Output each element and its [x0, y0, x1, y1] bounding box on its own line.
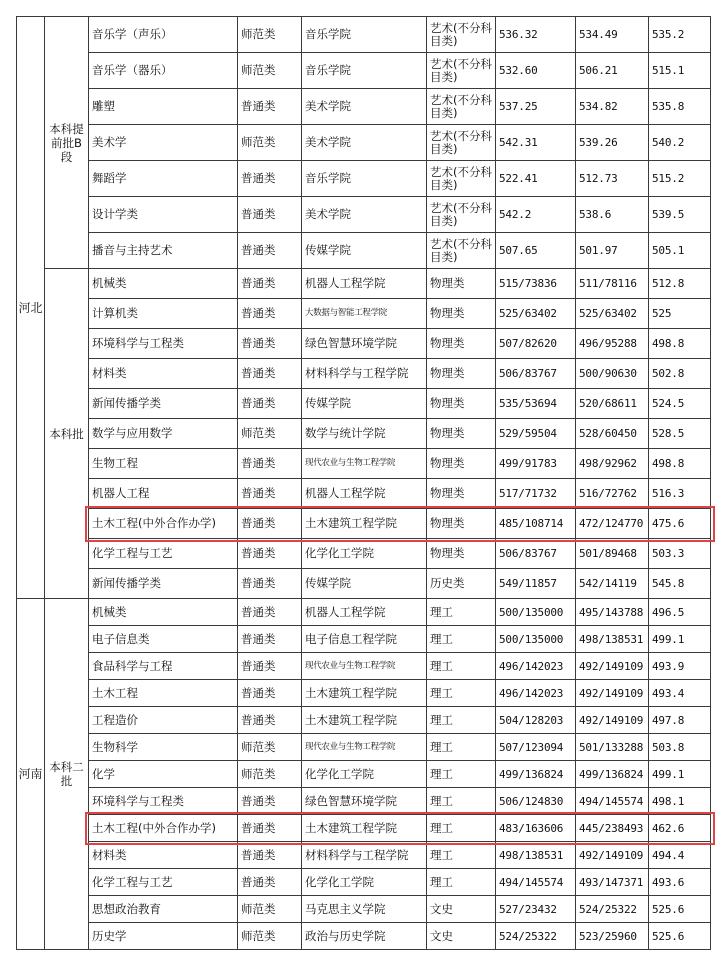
subject-type-cell: 物理类 — [427, 539, 496, 569]
college-cell: 美术学院 — [302, 89, 427, 125]
major-cell: 音乐学（器乐） — [89, 53, 238, 89]
min-score-cell: 524/25322 — [576, 896, 649, 923]
category-cell: 师范类 — [238, 125, 302, 161]
major-cell: 雕塑 — [89, 89, 238, 125]
major-cell: 环境科学与工程类 — [89, 788, 238, 815]
table-row — [17, 869, 711, 896]
avg-score-cell: 525 — [649, 299, 711, 329]
max-score-cell: 499/136824 — [496, 761, 576, 788]
max-score-cell: 506/83767 — [496, 359, 576, 389]
subject-type-cell: 理工 — [427, 707, 496, 734]
admission-score-sheet — [16, 16, 710, 950]
subject-type-cell: 物理类 — [427, 389, 496, 419]
table-row — [17, 653, 711, 680]
category-cell: 普通类 — [238, 329, 302, 359]
subject-type-cell: 艺术(不分科目类) — [427, 125, 496, 161]
table-row — [17, 197, 711, 233]
table-row — [17, 539, 711, 569]
subject-type-cell: 文史 — [427, 896, 496, 923]
min-score-cell: 512.73 — [576, 161, 649, 197]
subject-type-cell: 物理类 — [427, 359, 496, 389]
avg-score-cell: 496.5 — [649, 599, 711, 626]
min-score-cell: 493/147371 — [576, 869, 649, 896]
major-cell: 设计学类 — [89, 197, 238, 233]
major-cell: 电子信息类 — [89, 626, 238, 653]
avg-score-cell: 512.8 — [649, 269, 711, 299]
avg-score-cell: 528.5 — [649, 419, 711, 449]
min-score-cell: 492/149109 — [576, 680, 649, 707]
min-score-cell: 542/14119 — [576, 569, 649, 599]
max-score-cell: 507/82620 — [496, 329, 576, 359]
college-cell: 美术学院 — [302, 125, 427, 161]
min-score-cell: 501/89468 — [576, 539, 649, 569]
college-cell: 传媒学院 — [302, 233, 427, 269]
category-cell: 普通类 — [238, 653, 302, 680]
college-cell: 音乐学院 — [302, 17, 427, 53]
avg-score-cell: 498.1 — [649, 788, 711, 815]
max-score-cell: 549/11857 — [496, 569, 576, 599]
category-cell: 普通类 — [238, 539, 302, 569]
category-cell: 普通类 — [238, 479, 302, 509]
college-cell: 现代农业与生物工程学院 — [302, 734, 427, 761]
category-cell: 普通类 — [238, 509, 302, 539]
major-cell: 机械类 — [89, 599, 238, 626]
avg-score-cell: 502.8 — [649, 359, 711, 389]
avg-score-cell: 540.2 — [649, 125, 711, 161]
college-cell: 土木建筑工程学院 — [302, 707, 427, 734]
table-row — [17, 599, 711, 626]
avg-score-cell: 499.1 — [649, 626, 711, 653]
table-row — [17, 788, 711, 815]
max-score-cell: 524/25322 — [496, 923, 576, 950]
major-cell: 材料类 — [89, 842, 238, 869]
min-score-cell: 500/90630 — [576, 359, 649, 389]
major-cell: 化学工程与工艺 — [89, 539, 238, 569]
major-cell: 新闻传播学类 — [89, 569, 238, 599]
major-cell: 土木工程(中外合作办学) — [89, 509, 238, 539]
province-cell: 河南 — [17, 599, 45, 950]
min-score-cell: 511/78116 — [576, 269, 649, 299]
table-row — [17, 680, 711, 707]
min-score-cell: 495/143788 — [576, 599, 649, 626]
avg-score-cell: 497.8 — [649, 707, 711, 734]
min-score-cell: 499/136824 — [576, 761, 649, 788]
category-cell: 普通类 — [238, 389, 302, 419]
category-cell: 普通类 — [238, 599, 302, 626]
avg-score-cell: 525.6 — [649, 923, 711, 950]
category-cell: 普通类 — [238, 89, 302, 125]
avg-score-cell: 535.2 — [649, 17, 711, 53]
subject-type-cell: 物理类 — [427, 479, 496, 509]
college-cell: 材料科学与工程学院 — [302, 359, 427, 389]
min-score-cell: 492/149109 — [576, 653, 649, 680]
major-cell: 新闻传播学类 — [89, 389, 238, 419]
min-score-cell: 534.82 — [576, 89, 649, 125]
avg-score-cell: 515.1 — [649, 53, 711, 89]
category-cell: 普通类 — [238, 842, 302, 869]
college-cell: 音乐学院 — [302, 53, 427, 89]
subject-type-cell: 理工 — [427, 599, 496, 626]
college-cell: 化学化工学院 — [302, 539, 427, 569]
major-cell: 化学工程与工艺 — [89, 869, 238, 896]
table-row — [17, 707, 711, 734]
max-score-cell: 532.60 — [496, 53, 576, 89]
min-score-cell: 494/145574 — [576, 788, 649, 815]
table-row — [17, 389, 711, 419]
table-row — [17, 233, 711, 269]
category-cell: 师范类 — [238, 419, 302, 449]
category-cell: 普通类 — [238, 161, 302, 197]
batch-cell: 本科提前批B段 — [45, 17, 89, 269]
college-cell: 机器人工程学院 — [302, 479, 427, 509]
max-score-cell: 499/91783 — [496, 449, 576, 479]
subject-type-cell: 物理类 — [427, 299, 496, 329]
avg-score-cell: 499.1 — [649, 761, 711, 788]
avg-score-cell: 545.8 — [649, 569, 711, 599]
avg-score-cell: 505.1 — [649, 233, 711, 269]
avg-score-cell: 535.8 — [649, 89, 711, 125]
major-cell: 播音与主持艺术 — [89, 233, 238, 269]
major-cell: 数学与应用数学 — [89, 419, 238, 449]
avg-score-cell: 516.3 — [649, 479, 711, 509]
major-cell: 计算机类 — [89, 299, 238, 329]
college-cell: 马克思主义学院 — [302, 896, 427, 923]
avg-score-cell: 493.4 — [649, 680, 711, 707]
avg-score-cell: 515.2 — [649, 161, 711, 197]
max-score-cell: 529/59504 — [496, 419, 576, 449]
college-cell: 土木建筑工程学院 — [302, 815, 427, 842]
batch-cell: 本科二批 — [45, 599, 89, 950]
college-cell: 化学化工学院 — [302, 869, 427, 896]
subject-type-cell: 理工 — [427, 653, 496, 680]
avg-score-cell: 498.8 — [649, 329, 711, 359]
table-row — [17, 626, 711, 653]
min-score-cell: 472/124770 — [576, 509, 649, 539]
category-cell: 普通类 — [238, 869, 302, 896]
subject-type-cell: 理工 — [427, 842, 496, 869]
min-score-cell: 445/238493 — [576, 815, 649, 842]
max-score-cell: 542.31 — [496, 125, 576, 161]
college-cell: 传媒学院 — [302, 389, 427, 419]
college-cell: 传媒学院 — [302, 569, 427, 599]
admission-score-table — [16, 16, 711, 950]
category-cell: 普通类 — [238, 269, 302, 299]
max-score-cell: 536.32 — [496, 17, 576, 53]
batch-cell: 本科批 — [45, 269, 89, 599]
max-score-cell: 506/124830 — [496, 788, 576, 815]
min-score-cell: 516/72762 — [576, 479, 649, 509]
subject-type-cell: 物理类 — [427, 509, 496, 539]
min-score-cell: 520/68611 — [576, 389, 649, 419]
min-score-cell: 501.97 — [576, 233, 649, 269]
subject-type-cell: 艺术(不分科目类) — [427, 89, 496, 125]
max-score-cell: 485/108714 — [496, 509, 576, 539]
college-cell: 政治与历史学院 — [302, 923, 427, 950]
subject-type-cell: 物理类 — [427, 419, 496, 449]
college-cell: 美术学院 — [302, 197, 427, 233]
min-score-cell: 498/138531 — [576, 626, 649, 653]
subject-type-cell: 物理类 — [427, 449, 496, 479]
category-cell: 师范类 — [238, 923, 302, 950]
min-score-cell: 496/95288 — [576, 329, 649, 359]
major-cell: 舞蹈学 — [89, 161, 238, 197]
major-cell: 化学 — [89, 761, 238, 788]
subject-type-cell: 历史类 — [427, 569, 496, 599]
table-row — [17, 923, 711, 950]
max-score-cell: 498/138531 — [496, 842, 576, 869]
table-row — [17, 329, 711, 359]
table-row — [17, 896, 711, 923]
category-cell: 师范类 — [238, 761, 302, 788]
avg-score-cell: 524.5 — [649, 389, 711, 419]
max-score-cell: 535/53694 — [496, 389, 576, 419]
major-cell: 生物工程 — [89, 449, 238, 479]
subject-type-cell: 艺术(不分科目类) — [427, 17, 496, 53]
max-score-cell: 507.65 — [496, 233, 576, 269]
table-row — [17, 125, 711, 161]
category-cell: 普通类 — [238, 707, 302, 734]
min-score-cell: 525/63402 — [576, 299, 649, 329]
table-row — [17, 89, 711, 125]
avg-score-cell: 462.6 — [649, 815, 711, 842]
college-cell: 现代农业与生物工程学院 — [302, 449, 427, 479]
max-score-cell: 507/123094 — [496, 734, 576, 761]
major-cell: 土木工程(中外合作办学) — [89, 815, 238, 842]
avg-score-cell: 498.8 — [649, 449, 711, 479]
table-row — [17, 269, 711, 299]
subject-type-cell: 艺术(不分科目类) — [427, 53, 496, 89]
category-cell: 普通类 — [238, 197, 302, 233]
min-score-cell: 498/92962 — [576, 449, 649, 479]
category-cell: 师范类 — [238, 734, 302, 761]
table-row — [17, 842, 711, 869]
table-row — [17, 17, 711, 53]
major-cell: 机械类 — [89, 269, 238, 299]
subject-type-cell: 理工 — [427, 815, 496, 842]
subject-type-cell: 文史 — [427, 923, 496, 950]
max-score-cell: 500/135000 — [496, 599, 576, 626]
category-cell: 普通类 — [238, 569, 302, 599]
avg-score-cell: 493.6 — [649, 869, 711, 896]
table-row — [17, 299, 711, 329]
max-score-cell: 506/83767 — [496, 539, 576, 569]
category-cell: 普通类 — [238, 233, 302, 269]
max-score-cell: 483/163606 — [496, 815, 576, 842]
college-cell: 土木建筑工程学院 — [302, 509, 427, 539]
subject-type-cell: 理工 — [427, 869, 496, 896]
avg-score-cell: 503.8 — [649, 734, 711, 761]
college-cell: 绿色智慧环境学院 — [302, 329, 427, 359]
min-score-cell: 539.26 — [576, 125, 649, 161]
min-score-cell: 523/25960 — [576, 923, 649, 950]
category-cell: 普通类 — [238, 449, 302, 479]
college-cell: 电子信息工程学院 — [302, 626, 427, 653]
province-cell: 河北 — [17, 17, 45, 599]
subject-type-cell: 理工 — [427, 626, 496, 653]
category-cell: 师范类 — [238, 896, 302, 923]
major-cell: 生物科学 — [89, 734, 238, 761]
table-row — [17, 479, 711, 509]
college-cell: 数学与统计学院 — [302, 419, 427, 449]
college-cell: 绿色智慧环境学院 — [302, 788, 427, 815]
major-cell: 工程造价 — [89, 707, 238, 734]
max-score-cell: 525/63402 — [496, 299, 576, 329]
max-score-cell: 500/135000 — [496, 626, 576, 653]
subject-type-cell: 物理类 — [427, 329, 496, 359]
max-score-cell: 515/73836 — [496, 269, 576, 299]
max-score-cell: 496/142023 — [496, 680, 576, 707]
table-row — [17, 734, 711, 761]
college-cell: 现代农业与生物工程学院 — [302, 653, 427, 680]
min-score-cell: 528/60450 — [576, 419, 649, 449]
major-cell: 思想政治教育 — [89, 896, 238, 923]
max-score-cell: 542.2 — [496, 197, 576, 233]
subject-type-cell: 艺术(不分科目类) — [427, 161, 496, 197]
avg-score-cell: 493.9 — [649, 653, 711, 680]
subject-type-cell: 理工 — [427, 761, 496, 788]
table-row — [17, 161, 711, 197]
max-score-cell: 494/145574 — [496, 869, 576, 896]
category-cell: 普通类 — [238, 788, 302, 815]
major-cell: 美术学 — [89, 125, 238, 161]
min-score-cell: 506.21 — [576, 53, 649, 89]
major-cell: 环境科学与工程类 — [89, 329, 238, 359]
college-cell: 化学化工学院 — [302, 761, 427, 788]
max-score-cell: 496/142023 — [496, 653, 576, 680]
category-cell: 师范类 — [238, 53, 302, 89]
college-cell: 音乐学院 — [302, 161, 427, 197]
category-cell: 普通类 — [238, 815, 302, 842]
subject-type-cell: 物理类 — [427, 269, 496, 299]
subject-type-cell: 艺术(不分科目类) — [427, 233, 496, 269]
max-score-cell: 504/128203 — [496, 707, 576, 734]
table-row — [17, 815, 711, 842]
subject-type-cell: 理工 — [427, 734, 496, 761]
major-cell: 材料类 — [89, 359, 238, 389]
min-score-cell: 538.6 — [576, 197, 649, 233]
category-cell: 普通类 — [238, 626, 302, 653]
category-cell: 师范类 — [238, 17, 302, 53]
category-cell: 普通类 — [238, 680, 302, 707]
max-score-cell: 522.41 — [496, 161, 576, 197]
major-cell: 土木工程 — [89, 680, 238, 707]
min-score-cell: 534.49 — [576, 17, 649, 53]
college-cell: 材料科学与工程学院 — [302, 842, 427, 869]
max-score-cell: 527/23432 — [496, 896, 576, 923]
avg-score-cell: 525.6 — [649, 896, 711, 923]
college-cell: 土木建筑工程学院 — [302, 680, 427, 707]
table-row — [17, 53, 711, 89]
category-cell: 普通类 — [238, 359, 302, 389]
college-cell: 大数据与智能工程学院 — [302, 299, 427, 329]
subject-type-cell: 理工 — [427, 680, 496, 707]
college-cell: 机器人工程学院 — [302, 599, 427, 626]
major-cell: 历史学 — [89, 923, 238, 950]
table-row — [17, 509, 711, 539]
avg-score-cell: 503.3 — [649, 539, 711, 569]
subject-type-cell: 理工 — [427, 788, 496, 815]
table-row — [17, 761, 711, 788]
table-row — [17, 419, 711, 449]
major-cell: 食品科学与工程 — [89, 653, 238, 680]
min-score-cell: 492/149109 — [576, 842, 649, 869]
major-cell: 音乐学（声乐） — [89, 17, 238, 53]
table-row — [17, 449, 711, 479]
subject-type-cell: 艺术(不分科目类) — [427, 197, 496, 233]
table-row — [17, 569, 711, 599]
major-cell: 机器人工程 — [89, 479, 238, 509]
category-cell: 普通类 — [238, 299, 302, 329]
min-score-cell: 492/149109 — [576, 707, 649, 734]
table-row — [17, 359, 711, 389]
avg-score-cell: 539.5 — [649, 197, 711, 233]
max-score-cell: 537.25 — [496, 89, 576, 125]
college-cell: 机器人工程学院 — [302, 269, 427, 299]
min-score-cell: 501/133288 — [576, 734, 649, 761]
avg-score-cell: 494.4 — [649, 842, 711, 869]
max-score-cell: 517/71732 — [496, 479, 576, 509]
avg-score-cell: 475.6 — [649, 509, 711, 539]
